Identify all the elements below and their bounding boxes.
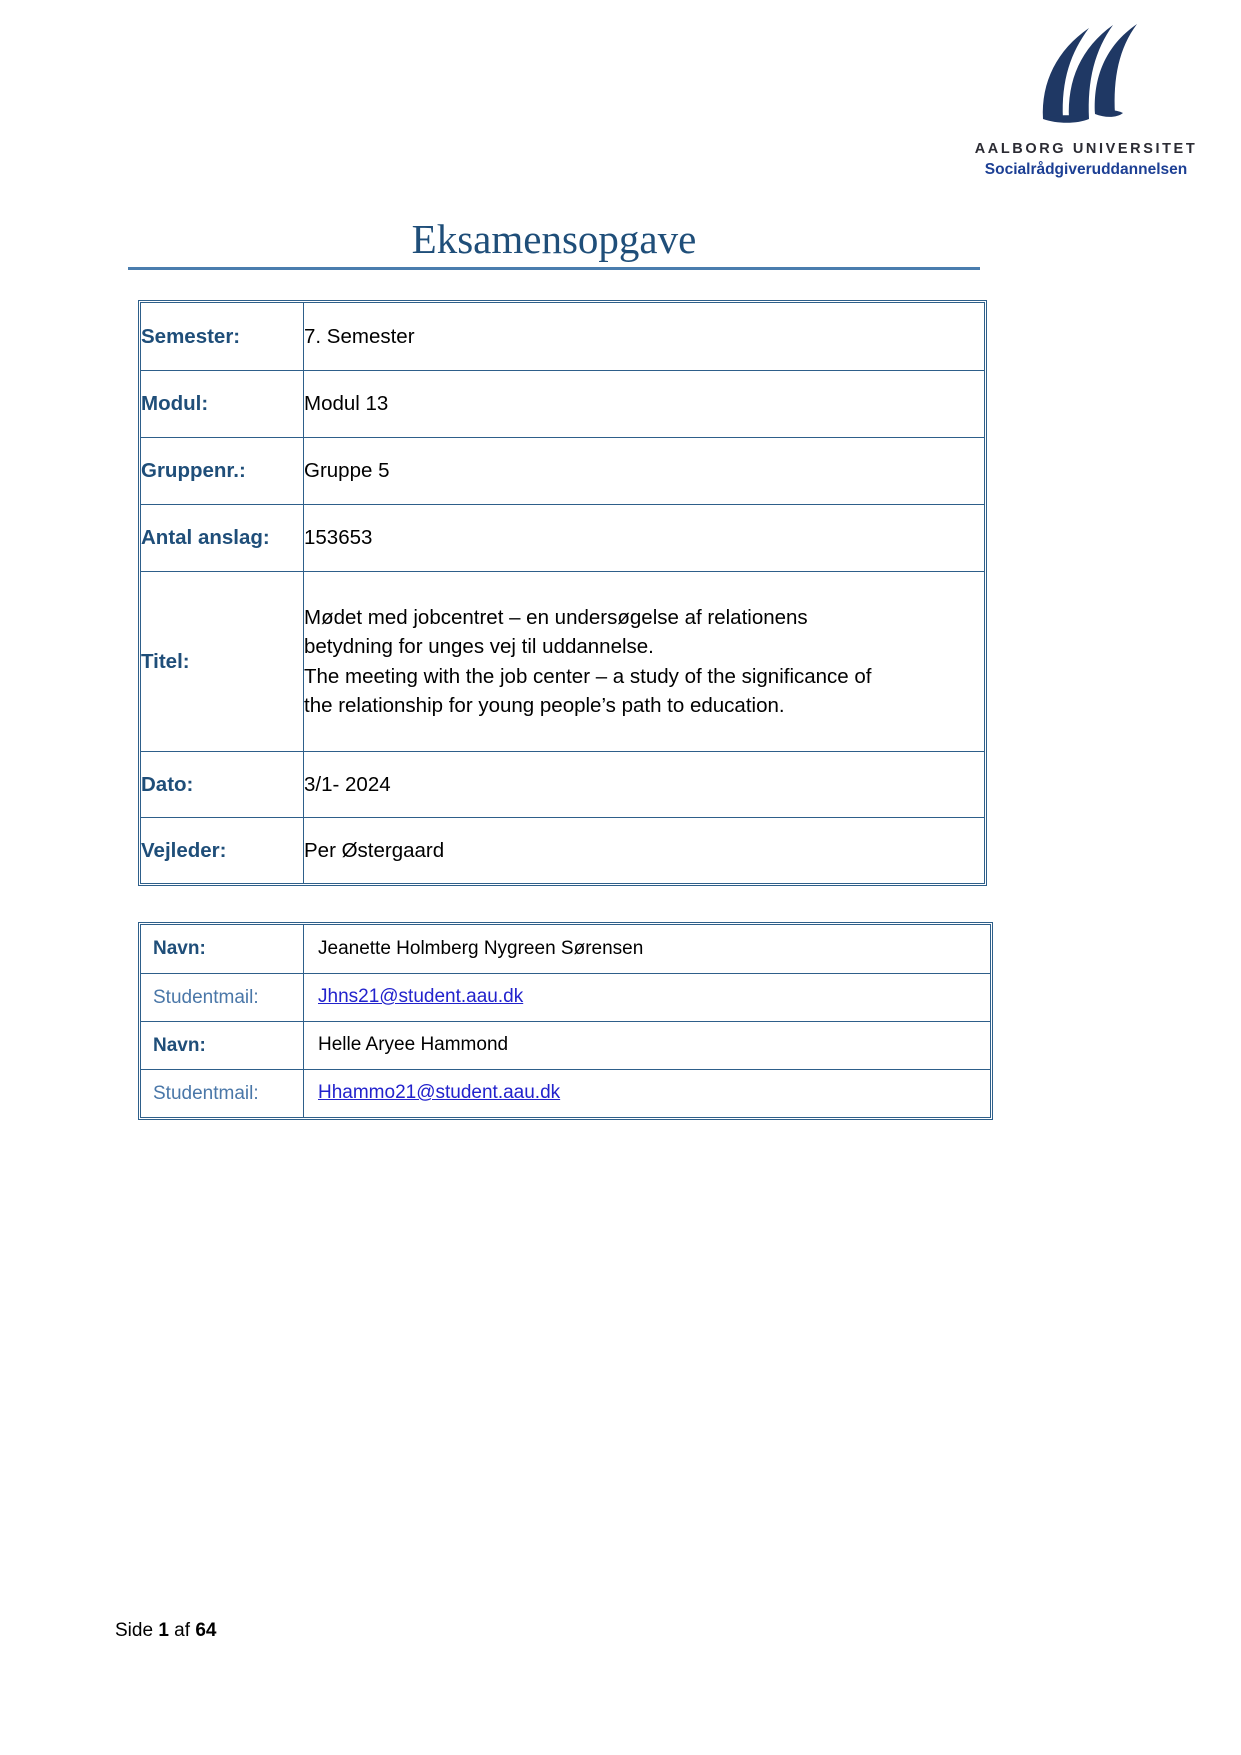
row-value-studentmail-1 bbox=[304, 973, 990, 1021]
row-label-antal-anslag: Antal anslag: bbox=[141, 504, 304, 571]
thesis-title-line: Mødet med jobcentret – en undersøgelse af relationens bbox=[304, 606, 808, 630]
aau-seagull-logo-icon bbox=[1021, 22, 1151, 127]
title-divider bbox=[128, 267, 980, 270]
row-value-studentmail-2 bbox=[304, 1069, 990, 1117]
students-info-table bbox=[138, 922, 993, 1120]
table-row bbox=[141, 1069, 990, 1117]
document-title-block bbox=[128, 218, 980, 270]
thesis-title-line: The meeting with the job center – a study of the significance of bbox=[304, 664, 872, 688]
table-row bbox=[141, 370, 984, 437]
row-value-dato: 3/1- 2024 bbox=[304, 751, 984, 817]
row-value-antal-anslag: 153653 bbox=[304, 504, 984, 571]
row-value-vejleder: Per Østergaard bbox=[304, 817, 984, 883]
row-label-studentmail-2: Studentmail: bbox=[141, 1069, 304, 1117]
row-label-studentmail-1: Studentmail: bbox=[141, 973, 304, 1021]
logo-wordmark: AALBORG UNIVERSITET bbox=[974, 141, 1198, 157]
row-label-semester: Semester: bbox=[141, 303, 304, 370]
row-label-titel: Titel: bbox=[141, 571, 304, 751]
row-value-semester: 7. Semester bbox=[304, 324, 415, 348]
table-row bbox=[141, 817, 984, 883]
table-row bbox=[141, 437, 984, 504]
logo-tagline: Socialrådgiveruddannelsen bbox=[984, 161, 1188, 178]
thesis-title-line: the relationship for young people’s path to education. bbox=[304, 693, 785, 717]
student-email-link-1[interactable]: Jhns21@student.aau.dk bbox=[318, 986, 524, 1008]
page-footer bbox=[115, 1620, 216, 1642]
page-title: Eksamensopgave bbox=[411, 216, 697, 262]
thesis-title-lines bbox=[304, 603, 984, 719]
row-label-dato: Dato: bbox=[141, 751, 304, 817]
row-label-modul: Modul: bbox=[141, 370, 304, 437]
table-row bbox=[141, 303, 984, 370]
table-row bbox=[141, 751, 984, 817]
table-row bbox=[141, 571, 984, 751]
table-row bbox=[141, 973, 990, 1021]
table-row bbox=[141, 925, 990, 973]
footer-middle: af bbox=[174, 1620, 191, 1641]
university-logo-block bbox=[961, 22, 1211, 179]
row-label-navn-2: Navn: bbox=[141, 1021, 304, 1069]
thesis-title-line: betydning for unges vej til uddannelse. bbox=[304, 635, 654, 659]
row-value-titel bbox=[304, 571, 984, 751]
assignment-info-table bbox=[138, 300, 987, 886]
row-label-vejleder: Vejleder: bbox=[141, 817, 304, 883]
student-email-link-2[interactable]: Hhammo21@student.aau.dk bbox=[318, 1082, 561, 1104]
row-value-navn-2: Helle Aryee Hammond bbox=[304, 1021, 990, 1069]
row-label-navn-1: Navn: bbox=[141, 925, 304, 973]
table-row bbox=[141, 504, 984, 571]
row-value-modul: Modul 13 bbox=[304, 370, 984, 437]
footer-total-pages: 64 bbox=[195, 1620, 217, 1641]
row-value-gruppenr: Gruppe 5 bbox=[304, 437, 984, 504]
table-row bbox=[141, 1021, 990, 1069]
row-label-gruppenr: Gruppenr.: bbox=[141, 437, 304, 504]
row-value-navn-1: Jeanette Holmberg Nygreen Sørensen bbox=[318, 937, 644, 959]
footer-prefix: Side bbox=[115, 1620, 154, 1641]
footer-page-number: 1 bbox=[158, 1620, 169, 1641]
